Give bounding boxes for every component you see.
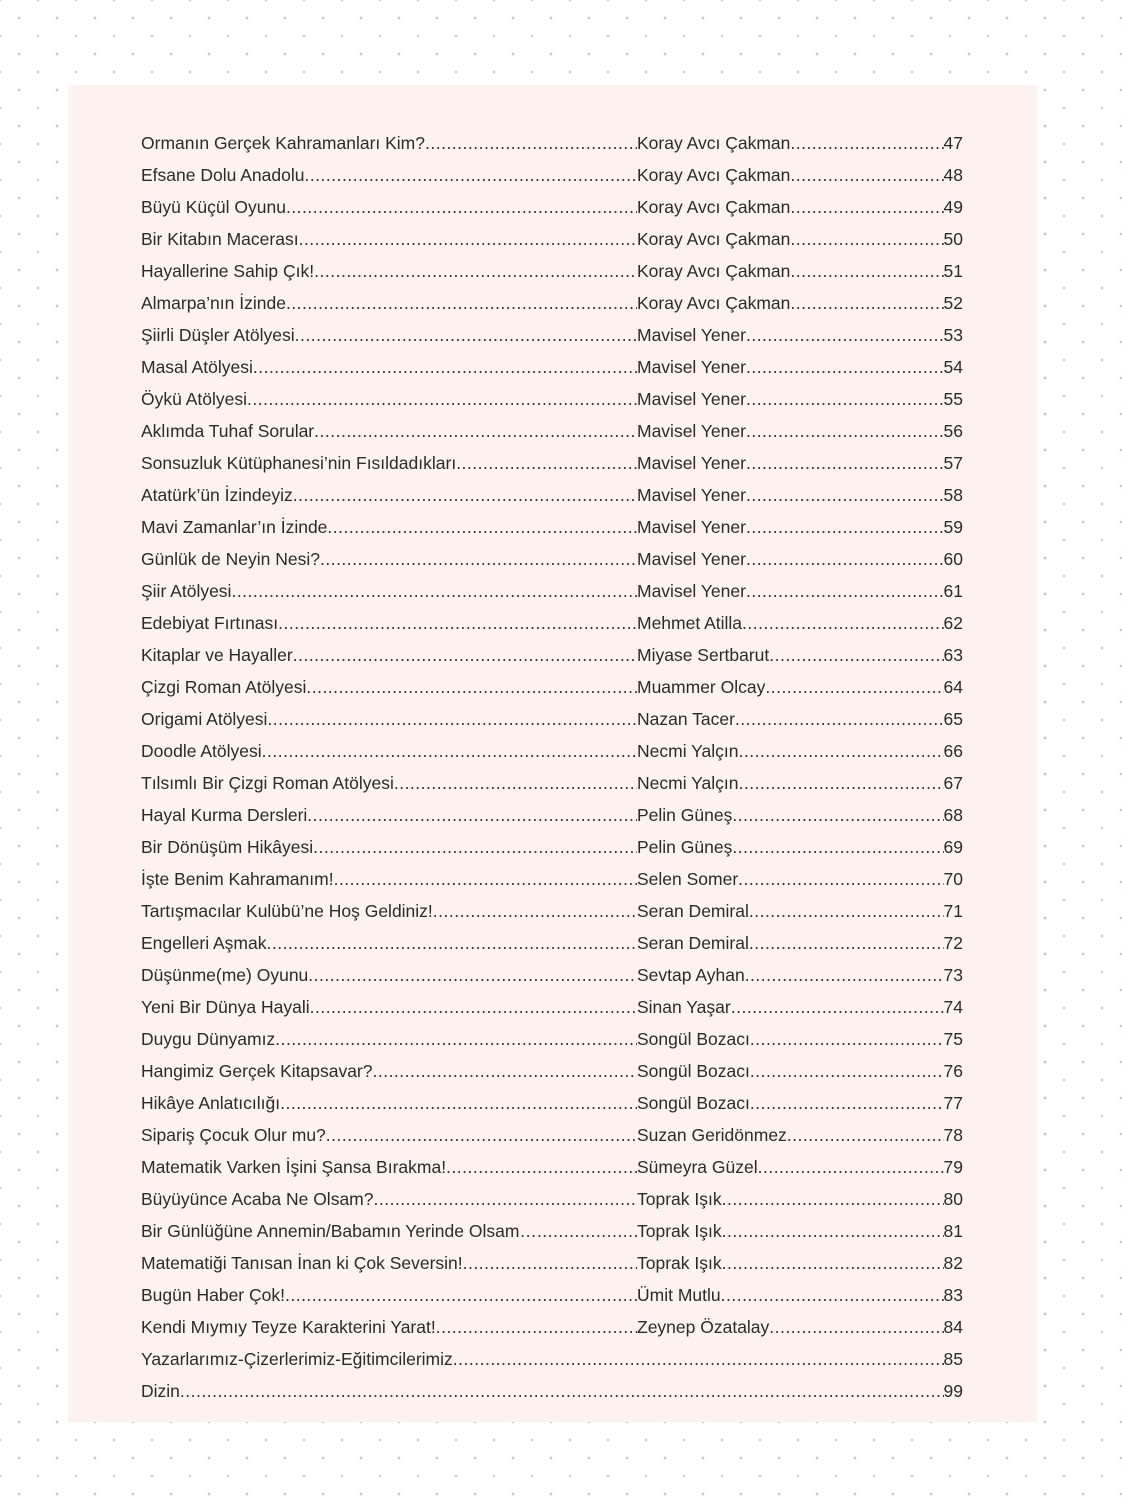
- dot-leader: [745, 959, 944, 991]
- dot-leader: [334, 863, 637, 895]
- toc-entry[interactable]: [141, 831, 963, 863]
- entry-title: Aklımda Tuhaf Sorular: [141, 421, 315, 441]
- dot-leader: [731, 991, 944, 1023]
- toc-appendix-entry[interactable]: [141, 1375, 963, 1407]
- entry-author: Mavisel Yener: [637, 453, 746, 473]
- entry-title: Doodle Atölyesi: [141, 741, 262, 761]
- dot-leader: [231, 575, 637, 607]
- entry-author: Mavisel Yener: [637, 549, 746, 569]
- dot-leader: [453, 1343, 944, 1375]
- toc-entry[interactable]: [141, 543, 963, 575]
- entry-page-number: 74: [943, 997, 963, 1017]
- dot-leader: [738, 735, 943, 767]
- entry-title: İşte Benim Kahramanım!: [141, 869, 334, 889]
- entry-page-number: 53: [943, 325, 963, 345]
- entry-author: Sevtap Ayhan: [637, 965, 745, 985]
- entry-page-number: 72: [943, 933, 963, 953]
- entry-page-number: 77: [943, 1093, 963, 1113]
- entry-title: Sipariş Çocuk Olur mu?: [141, 1125, 326, 1145]
- entry-author: Songül Bozacı: [637, 1093, 750, 1113]
- entry-page-number: 70: [943, 869, 963, 889]
- dot-leader: [746, 415, 944, 447]
- entry-author: Necmi Yalçın: [637, 773, 739, 793]
- entry-page-number: 84: [943, 1317, 963, 1337]
- entry-page-number: 66: [943, 741, 963, 761]
- toc-entry[interactable]: [141, 383, 963, 415]
- toc-entry[interactable]: [141, 447, 963, 479]
- entry-page-number: 83: [943, 1285, 963, 1305]
- entry-title: Hangimiz Gerçek Kitapsavar?: [141, 1061, 373, 1081]
- dot-leader: [372, 1055, 637, 1087]
- entry-title: Yeni Bir Dünya Hayali: [141, 997, 310, 1017]
- entry-author: Selen Somer: [637, 869, 739, 889]
- entry-title: Yazarlarımız-Çizerlerimiz-Eğitimcilerimiz: [141, 1349, 453, 1369]
- entry-page-number: 69: [943, 837, 963, 857]
- entry-title: Matematiği Tanısan İnan ki Çok Seversin!: [141, 1253, 463, 1273]
- dot-leader: [750, 1087, 944, 1119]
- entry-author: Toprak Işık: [637, 1221, 722, 1241]
- dot-leader: [306, 671, 637, 703]
- dot-leader: [295, 319, 637, 351]
- entry-page-number: 63: [943, 645, 963, 665]
- entry-author: Mavisel Yener: [637, 389, 746, 409]
- entry-title: Origami Atölyesi: [141, 709, 268, 729]
- entry-page-number: 78: [943, 1125, 963, 1145]
- entry-title: Kitaplar ve Hayaller: [141, 645, 293, 665]
- entry-title: Bir Günlüğüne Annemin/Babamın Yerinde Olsam…: [141, 1221, 537, 1241]
- entry-page-number: 81: [943, 1221, 963, 1241]
- entry-title: Çizgi Roman Atölyesi: [141, 677, 307, 697]
- entry-title: Mavi Zamanlar’ın İzinde: [141, 517, 328, 537]
- entry-author: Mavisel Yener: [637, 357, 746, 377]
- toc-entry[interactable]: [141, 575, 963, 607]
- entry-page-number: 71: [943, 901, 963, 921]
- entry-page-number: 62: [943, 613, 963, 633]
- entry-title: Günlük de Neyin Nesi?: [141, 549, 320, 569]
- entry-title: Duygu Dünyamız: [141, 1029, 276, 1049]
- entry-author: Songül Bozacı: [637, 1029, 750, 1049]
- entry-page-number: 58: [943, 485, 963, 505]
- entry-page-number: 85: [943, 1349, 963, 1369]
- entry-title: Hikâye Anlatıcılığı: [141, 1093, 281, 1113]
- entry-title: Büyüyünce Acaba Ne Olsam?: [141, 1189, 374, 1209]
- entry-title: Dizin: [141, 1381, 180, 1401]
- entry-author: Ümit Mutlu: [637, 1285, 721, 1305]
- dot-leader: [394, 767, 637, 799]
- entry-page-number: 60: [943, 549, 963, 569]
- dot-leader: [749, 895, 944, 927]
- entry-page-number: 59: [943, 517, 963, 537]
- dot-leader: [790, 255, 943, 287]
- dot-leader: [446, 1151, 637, 1183]
- dot-leader: [758, 1151, 944, 1183]
- entry-author: Suzan Geridönmez: [637, 1125, 787, 1145]
- dot-leader: [180, 1375, 944, 1407]
- dot-leader: [765, 671, 943, 703]
- entry-author: Toprak Işık: [637, 1189, 722, 1209]
- entry-page-number: 49: [943, 197, 963, 217]
- entry-title: Bir Dönüşüm Hikâyesi: [141, 837, 314, 857]
- dot-leader: [746, 319, 944, 351]
- toc-entry[interactable]: [141, 191, 963, 223]
- toc-entry[interactable]: [141, 1279, 963, 1311]
- entry-author: Miyase Sertbarut: [637, 645, 770, 665]
- dot-leader: [313, 831, 637, 863]
- entry-page-number: 50: [943, 229, 963, 249]
- entry-author: Zeynep Özatalay: [637, 1317, 770, 1337]
- entry-author: Koray Avcı Çakman: [637, 293, 791, 313]
- toc-entry[interactable]: [141, 287, 963, 319]
- toc-entry[interactable]: [141, 1055, 963, 1087]
- entry-title: Hayallerine Sahip Çık!: [141, 261, 315, 281]
- toc-entry[interactable]: [141, 735, 963, 767]
- dot-leader: [790, 287, 943, 319]
- entry-author: Seran Demiral: [637, 933, 749, 953]
- entry-author: Mehmet Atilla: [637, 613, 743, 633]
- dot-leader: [749, 927, 944, 959]
- toc-entry[interactable]: [141, 159, 963, 191]
- toc-entry[interactable]: [141, 799, 963, 831]
- dot-leader: [732, 831, 943, 863]
- dot-leader: [433, 895, 637, 927]
- toc-entry[interactable]: [141, 127, 963, 159]
- entry-title: Bugün Haber Çok!: [141, 1285, 285, 1305]
- dot-leader: [746, 479, 944, 511]
- dot-leader: [769, 639, 943, 671]
- entry-page-number: 56: [943, 421, 963, 441]
- entry-title: Bir Kitabın Macerası: [141, 229, 299, 249]
- entry-author: Mavisel Yener: [637, 325, 746, 345]
- dot-leader: [275, 1023, 637, 1055]
- entry-page-number: 79: [943, 1157, 963, 1177]
- toc-entry[interactable]: [141, 1023, 963, 1055]
- toc-entry[interactable]: [141, 1087, 963, 1119]
- dot-leader: [746, 383, 944, 415]
- entry-page-number: 48: [943, 165, 963, 185]
- entry-title: Düşünme(me) Oyunu: [141, 965, 309, 985]
- entry-title: Edebiyat Fırtınası: [141, 613, 279, 633]
- entry-title: Tartışmacılar Kulübü’ne Hoş Geldiniz!: [141, 901, 433, 921]
- entry-page-number: 64: [943, 677, 963, 697]
- toc-entry[interactable]: [141, 639, 963, 671]
- dot-leader: [738, 863, 943, 895]
- dot-leader: [299, 223, 637, 255]
- toc-entry[interactable]: [141, 255, 963, 287]
- entry-author: Pelin Güneş: [637, 837, 733, 857]
- entry-page-number: 55: [943, 389, 963, 409]
- dot-leader: [746, 351, 944, 383]
- entry-author: Necmi Yalçın: [637, 741, 739, 761]
- dot-leader: [722, 1215, 944, 1247]
- entry-author: Pelin Güneş: [637, 805, 733, 825]
- entry-page-number: 61: [943, 581, 963, 601]
- dot-leader: [253, 351, 637, 383]
- entry-author: Mavisel Yener: [637, 581, 746, 601]
- dot-leader: [266, 927, 637, 959]
- dot-leader: [326, 1119, 637, 1151]
- dot-leader: [537, 1215, 637, 1247]
- dot-leader: [425, 127, 637, 159]
- dot-leader: [742, 607, 943, 639]
- entry-title: Masal Atölyesi: [141, 357, 253, 377]
- entry-author: Koray Avcı Çakman: [637, 133, 791, 153]
- entry-title: Atatürk’ün İzindeyiz: [141, 485, 293, 505]
- entry-page-number: 75: [943, 1029, 963, 1049]
- toc-entry[interactable]: [141, 415, 963, 447]
- entry-title: Engelleri Aşmak: [141, 933, 267, 953]
- dot-leader: [307, 799, 637, 831]
- entry-title: Efsane Dolu Anadolu: [141, 165, 305, 185]
- entry-page-number: 65: [943, 709, 963, 729]
- dot-leader: [320, 543, 637, 575]
- dot-leader: [750, 1023, 944, 1055]
- dot-leader: [746, 575, 944, 607]
- entry-author: Sümeyra Güzel: [637, 1157, 758, 1177]
- dot-leader: [463, 1247, 637, 1279]
- entry-author: Seran Demiral: [637, 901, 749, 921]
- dot-leader: [722, 1183, 944, 1215]
- entry-page-number: 73: [943, 965, 963, 985]
- dot-leader: [280, 1087, 637, 1119]
- entry-page-number: 82: [943, 1253, 963, 1273]
- dot-leader: [286, 191, 637, 223]
- dot-leader: [286, 287, 637, 319]
- toc-entry[interactable]: [141, 319, 963, 351]
- entry-title: Şiir Atölyesi: [141, 581, 232, 601]
- dot-leader: [746, 447, 944, 479]
- dot-leader: [722, 1247, 944, 1279]
- entry-title: Şiirli Düşler Atölyesi: [141, 325, 295, 345]
- dot-leader: [456, 447, 637, 479]
- toc-entry[interactable]: [141, 1247, 963, 1279]
- entry-page-number: 80: [943, 1189, 963, 1209]
- entry-author: Koray Avcı Çakman: [637, 261, 791, 281]
- entry-author: Koray Avcı Çakman: [637, 197, 791, 217]
- entry-title: Kendi Mıymıy Teyze Karakterini Yarat!: [141, 1317, 436, 1337]
- dot-leader: [314, 255, 637, 287]
- toc-entry[interactable]: [141, 863, 963, 895]
- toc-entry[interactable]: [141, 607, 963, 639]
- entry-author: Mavisel Yener: [637, 517, 746, 537]
- toc-entry[interactable]: [141, 1311, 963, 1343]
- entry-page-number: 57: [943, 453, 963, 473]
- toc-entry[interactable]: [141, 671, 963, 703]
- entry-title: Hayal Kurma Dersleri: [141, 805, 308, 825]
- table-of-contents: [141, 127, 963, 1407]
- entry-author: Songül Bozacı: [637, 1061, 750, 1081]
- dot-leader: [769, 1311, 943, 1343]
- dot-leader: [293, 479, 637, 511]
- dot-leader: [732, 799, 943, 831]
- dot-leader: [262, 735, 637, 767]
- entry-author: Toprak Işık: [637, 1253, 722, 1273]
- entry-author: Koray Avcı Çakman: [637, 229, 791, 249]
- entry-title: Almarpa’nın İzinde: [141, 293, 286, 313]
- entry-title: Sonsuzluk Kütüphanesi’nin Fısıldadıkları: [141, 453, 457, 473]
- dot-leader: [735, 703, 944, 735]
- dot-leader: [790, 159, 943, 191]
- toc-entry[interactable]: [141, 479, 963, 511]
- dot-leader: [790, 223, 943, 255]
- dot-leader: [746, 543, 944, 575]
- toc-entry[interactable]: [141, 767, 963, 799]
- entry-author: Mavisel Yener: [637, 485, 746, 505]
- entry-author: Muammer Olcay: [637, 677, 766, 697]
- entry-page-number: 68: [943, 805, 963, 825]
- entry-title: Ormanın Gerçek Kahramanları Kim?: [141, 133, 425, 153]
- dot-leader: [304, 159, 637, 191]
- toc-entry[interactable]: [141, 511, 963, 543]
- entry-title: Öykü Atölyesi: [141, 389, 248, 409]
- toc-appendix-entry[interactable]: [141, 1343, 963, 1375]
- entry-page-number: 67: [943, 773, 963, 793]
- dot-leader: [285, 1279, 637, 1311]
- dot-leader: [787, 1119, 944, 1151]
- dot-leader: [247, 383, 637, 415]
- dot-leader: [374, 1183, 638, 1215]
- dot-leader: [267, 703, 637, 735]
- dot-leader: [750, 1055, 944, 1087]
- entry-page-number: 51: [943, 261, 963, 281]
- toc-entry[interactable]: [141, 223, 963, 255]
- entry-page-number: 54: [943, 357, 963, 377]
- entry-author: Koray Avcı Çakman: [637, 165, 791, 185]
- entry-title: Tılsımlı Bir Çizgi Roman Atölyesi: [141, 773, 394, 793]
- entry-page-number: 99: [943, 1381, 963, 1401]
- entry-author: Nazan Tacer: [637, 709, 735, 729]
- entry-title: Büyü Küçül Oyunu: [141, 197, 286, 217]
- entry-title: Matematik Varken İşini Şansa Bırakma!: [141, 1157, 447, 1177]
- toc-entry[interactable]: [141, 1119, 963, 1151]
- toc-entry[interactable]: [141, 895, 963, 927]
- dot-leader: [738, 767, 943, 799]
- toc-entry[interactable]: [141, 927, 963, 959]
- entry-page-number: 47: [943, 133, 963, 153]
- entry-author: Mavisel Yener: [637, 421, 746, 441]
- toc-entry[interactable]: [141, 351, 963, 383]
- dot-leader: [790, 127, 943, 159]
- toc-entry[interactable]: [141, 1151, 963, 1183]
- dot-leader: [327, 511, 637, 543]
- toc-entry[interactable]: [141, 1183, 963, 1215]
- dot-leader: [310, 991, 637, 1023]
- dot-leader: [790, 191, 943, 223]
- entry-page-number: 52: [943, 293, 963, 313]
- dot-leader: [721, 1279, 944, 1311]
- dot-leader: [746, 511, 944, 543]
- dot-leader: [308, 959, 637, 991]
- toc-entry[interactable]: [141, 703, 963, 735]
- toc-entry[interactable]: [141, 991, 963, 1023]
- entry-author: Sinan Yaşar: [637, 997, 731, 1017]
- toc-entry[interactable]: [141, 1215, 963, 1247]
- entry-page-number: 76: [943, 1061, 963, 1081]
- toc-entry[interactable]: [141, 959, 963, 991]
- dot-leader: [293, 639, 637, 671]
- dot-leader: [436, 1311, 637, 1343]
- dot-leader: [278, 607, 637, 639]
- dot-leader: [314, 415, 637, 447]
